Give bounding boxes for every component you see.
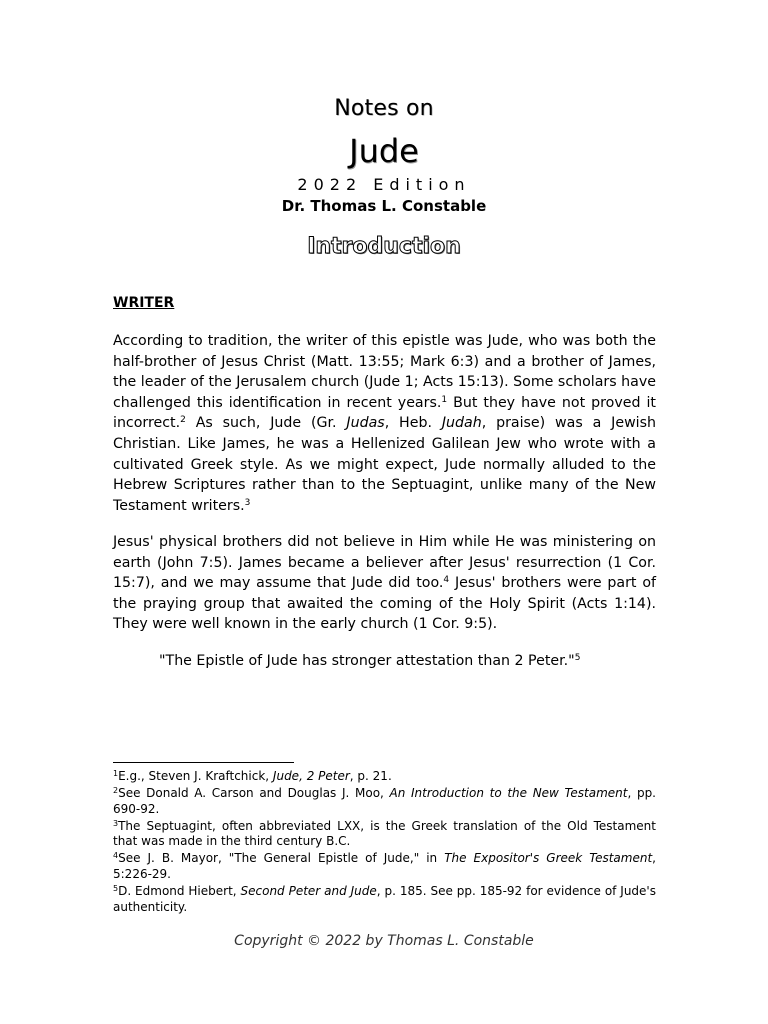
- block-quote: [159, 651, 580, 671]
- italic-text: Judah: [441, 415, 482, 432]
- footnote-ref: 2: [113, 786, 119, 796]
- edition-label: 2022 Edition: [297, 175, 471, 194]
- text-run: See J. B. Mayor, "The General Epistle of Jude," in: [118, 851, 445, 866]
- writer-heading: WRITER: [113, 295, 175, 311]
- italic-text: Judas: [346, 415, 385, 432]
- footnote-ref: 4: [113, 851, 119, 861]
- section-heading: Introduction: [307, 234, 461, 259]
- footnote-item: [113, 786, 656, 817]
- footnote-item: [113, 819, 656, 850]
- book-title: Jude: [349, 132, 419, 170]
- text-run: But they have not proved it incorrect.: [113, 394, 656, 432]
- footnote-item: [113, 884, 656, 915]
- text-run: "The Epistle of Jude has stronger attestation than 2 Peter.": [159, 653, 575, 669]
- text-run: According to tradition, the writer of this epistle was Jude, who was both the half-brother of Jesus Christ (Matt. 13:55; Mark 6:3) and a brother of James, the leader of the Jerusalem church (Jude 1; Acts 15:13). Some scholars have challenged this identification in recent years.: [113, 333, 656, 411]
- text-run: See Donald A. Carson and Douglas J. Moo,: [118, 786, 390, 801]
- author-name: Dr. Thomas L. Constable: [281, 197, 487, 215]
- writer-paragraph-2: [113, 532, 656, 635]
- footnote-ref: 3: [244, 497, 251, 508]
- footnote-item: [113, 851, 656, 882]
- footnote-ref: 5: [574, 653, 581, 663]
- footnote-ref: 1: [113, 769, 119, 778]
- footnote-divider: [113, 762, 294, 763]
- text-run: , 5:226-29.: [113, 851, 656, 882]
- italic-text: An Introduction to the New Testament: [389, 786, 628, 801]
- italic-text: The Expositor's Greek Testament: [444, 851, 653, 866]
- text-run: As such, Jude (Gr.: [185, 415, 347, 432]
- footnote-ref: 1: [441, 394, 448, 405]
- notes-on-label: Notes on: [334, 96, 434, 121]
- text-run: , Heb.: [384, 415, 442, 432]
- text-run: The Septuagint, often abbreviated LXX, is the Greek translation of the Old Testament that was made in the third century B.C.: [113, 818, 656, 849]
- footnote-ref: 3: [113, 818, 119, 828]
- italic-text: Second Peter and Jude: [240, 884, 377, 899]
- footnote-ref: 5: [113, 884, 119, 894]
- text-run: Jesus' physical brothers did not believe in Him while He was ministering on earth (John 7:5). James became a believer after Jesus' resurrection (1 Cor. 15:7), and we may assume that Jude did too.: [113, 534, 656, 592]
- text-run: Jesus' brothers were part of the praying group that awaited the coming of the Holy Spirit (Acts 1:14). They were well known in the early church (1 Cor. 9:5).: [113, 575, 656, 633]
- text-run: , praise) was a Jewish Christian. Like James, he was a Hellenized Galilean Jew who wrote with a cultivated Greek style. As we might expect, Jude normally alluded to the Hebrew Scriptures rather than to the Septuagint, unlike many of the New Testament writers.: [113, 415, 656, 514]
- footnote-ref: 4: [443, 575, 450, 586]
- text-run: , pp. 690-92.: [113, 786, 657, 816]
- text-run: E.g., Steven J. Kraftchick,: [118, 769, 273, 783]
- text-run: D. Edmond Hiebert,: [118, 884, 241, 899]
- footnote-ref: 2: [180, 415, 186, 426]
- text-run: , p. 21.: [349, 769, 392, 783]
- text-run: , p. 185. See pp. 185-92 for evidence of Jude's authenticity.: [113, 884, 656, 914]
- italic-text: Jude, 2 Peter: [272, 769, 350, 783]
- footnotes: [113, 769, 656, 917]
- footnote-item: [113, 769, 656, 785]
- copyright-notice: Copyright © 2022 by Thomas L. Constable: [234, 933, 534, 949]
- writer-paragraph-1: [113, 331, 656, 516]
